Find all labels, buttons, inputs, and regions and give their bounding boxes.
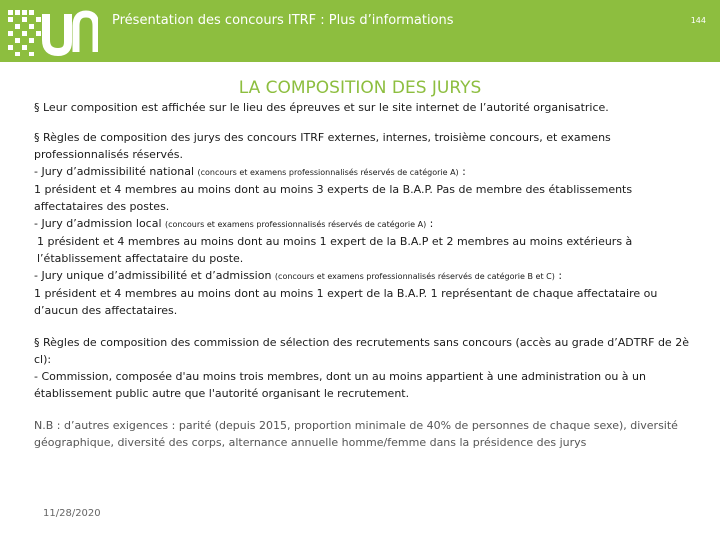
- jury-national-colon: :: [458, 165, 466, 178]
- jury-national-note: (concours et examens professionnalisés réservés de catégorie A): [197, 168, 459, 177]
- page-title: LA COMPOSITION DES JURYS: [238, 78, 482, 98]
- jury-unique-note: (concours et examens professionnalisés réservés de catégorie B et C): [274, 272, 555, 281]
- content-body: [34, 99, 696, 451]
- header-band: [0, 0, 720, 62]
- jury-local-text: 1 président et 4 membres au moins dont au moins 1 expert de la B.A.P et 2 membres au moins extérieurs à l’établissement affectataire du poste.: [37, 235, 633, 265]
- university-logo: [6, 4, 98, 58]
- jury-national-text: 1 président et 4 membres au moins dont au moins 3 experts de la B.A.P. Pas de membre des établissements affectataires des postes.: [34, 183, 633, 213]
- commission-text: - Commission, composée d'au moins trois membres, dont un au moins appartient à une administration ou à un établissement public autre que l'autorité organisant le recrutement.: [34, 370, 646, 400]
- jury-unique-text: 1 président et 4 membres au moins dont au moins 1 expert de la B.A.P. 1 représentant de chaque affectataire ou d’aucun des affectataires.: [34, 287, 658, 317]
- header-title: Présentation des concours ITRF : Plus d’informations: [112, 13, 454, 28]
- footer-date: 11/28/2020: [43, 508, 101, 519]
- jury-local-label: - Jury d’admission local: [34, 217, 162, 230]
- jury-rules-heading: § Règles de composition des jurys des concours ITRF externes, internes, troisième concours, et examens professionnalisés réservés.: [34, 131, 611, 161]
- jury-local-note: (concours et examens professionnalisés réservés de catégorie A): [165, 220, 427, 229]
- jury-unique-line: [34, 267, 696, 285]
- slide-number: 144: [690, 16, 706, 25]
- jury-national-label: - Jury d’admissibilité national: [34, 165, 195, 178]
- jury-unique-label: - Jury unique d’admissibilité et d’admission: [34, 269, 272, 282]
- jury-local-colon: :: [426, 217, 434, 230]
- jury-national-line: [34, 163, 696, 181]
- jury-unique-colon: :: [554, 269, 563, 282]
- jury-local-line: [34, 215, 696, 233]
- intro-paragraph: § Leur composition est affichée sur le lieu des épreuves et sur le site internet de l’autorité organisatrice.: [34, 101, 609, 114]
- nb-note: N.B : d’autres exigences : parité (depuis 2015, proportion minimale de 40% de personnes de chaque sexe), diversité géographique, diversité des corps, alternance annuelle homme/femme dans la présidence des jurys: [34, 419, 678, 449]
- commission-heading: § Règles de composition des commission de sélection des recrutements sans concours (accès au grade d’ADTRF de 2è cl):: [34, 336, 689, 366]
